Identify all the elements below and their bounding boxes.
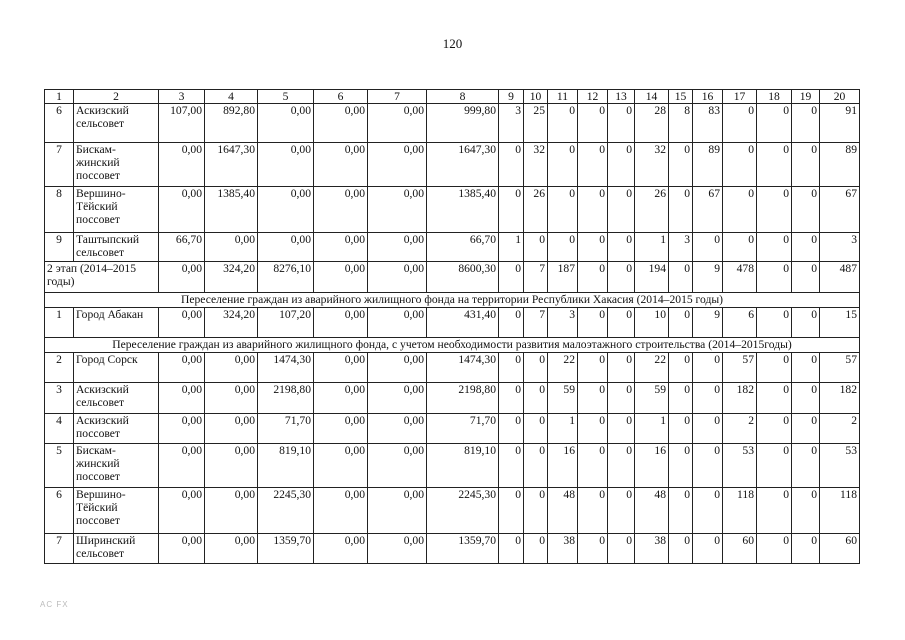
table-cell: 0,00	[314, 143, 368, 187]
row-number: 5	[45, 444, 74, 488]
table-cell: 60	[723, 534, 757, 564]
table-cell: 0,00	[205, 233, 258, 262]
table-cell: 0	[499, 534, 524, 564]
table-cell: 2198,80	[258, 383, 314, 414]
table-cell: 0,00	[368, 187, 427, 233]
table-cell: 0,00	[368, 488, 427, 534]
table-cell: 0,00	[314, 187, 368, 233]
table-cell: 48	[635, 488, 669, 534]
table-row	[45, 308, 860, 338]
table-cell: 118	[723, 488, 757, 534]
table-cell: 0	[693, 534, 723, 564]
table-cell: 89	[693, 143, 723, 187]
table-cell: 0	[608, 187, 635, 233]
table-cell: 0,00	[159, 414, 205, 444]
table-row	[45, 353, 860, 383]
table-cell: 194	[635, 262, 669, 293]
municipality-name: Бискам-жинский поссовет	[74, 143, 159, 187]
table-cell: 0	[693, 444, 723, 488]
column-header: 15	[669, 90, 693, 104]
table-cell: 53	[820, 444, 860, 488]
table-cell: 0	[499, 414, 524, 444]
table-cell: 2	[723, 414, 757, 444]
table-cell: 0	[499, 488, 524, 534]
row-number: 9	[45, 233, 74, 262]
table-cell: 1359,70	[258, 534, 314, 564]
municipality-name: Аскизский сельсовет	[74, 383, 159, 414]
table-cell: 324,20	[205, 308, 258, 338]
table-cell: 38	[635, 534, 669, 564]
table-cell: 0	[578, 414, 608, 444]
municipality-name: Город Сорск	[74, 353, 159, 383]
table-cell: 0	[723, 187, 757, 233]
row-number: 2	[45, 353, 74, 383]
table-cell: 0,00	[159, 308, 205, 338]
column-header: 20	[820, 90, 860, 104]
table-cell: 0	[499, 143, 524, 187]
table-cell: 91	[820, 104, 860, 143]
table-cell: 3	[499, 104, 524, 143]
table-cell: 0	[792, 187, 820, 233]
section-heading: Переселение граждан из аварийного жилищного фонда, с учетом необходимости развития малоэтажного строительства (2014–2015годы)	[45, 338, 860, 353]
table-cell: 59	[635, 383, 669, 414]
table-cell: 0,00	[205, 488, 258, 534]
table-cell: 324,20	[205, 262, 258, 293]
table-cell: 0,00	[314, 262, 368, 293]
table-cell: 0	[524, 353, 548, 383]
column-header: 19	[792, 90, 820, 104]
table-cell: 1	[635, 233, 669, 262]
table-cell: 0	[669, 488, 693, 534]
table-cell: 32	[524, 143, 548, 187]
table-cell: 0	[723, 104, 757, 143]
table-cell: 0	[608, 414, 635, 444]
table-cell: 0,00	[368, 414, 427, 444]
stage-total-row	[45, 262, 860, 293]
table-cell: 1474,30	[427, 353, 499, 383]
column-header: 16	[693, 90, 723, 104]
table-cell: 0	[792, 104, 820, 143]
table-cell: 0	[669, 444, 693, 488]
table-cell: 0	[669, 353, 693, 383]
table-cell: 1474,30	[258, 353, 314, 383]
table-cell: 0,00	[368, 383, 427, 414]
table-cell: 0	[608, 534, 635, 564]
table-cell: 0	[608, 262, 635, 293]
table-cell: 0	[499, 262, 524, 293]
municipality-name: Вершино-Тёйский поссовет	[74, 488, 159, 534]
table-cell: 0	[669, 414, 693, 444]
table-row	[45, 414, 860, 444]
table-cell: 0	[608, 488, 635, 534]
municipality-name: Ширинский сельсовет	[74, 534, 159, 564]
column-header: 5	[258, 90, 314, 104]
table-cell: 71,70	[258, 414, 314, 444]
table-cell: 15	[820, 308, 860, 338]
table-cell: 22	[635, 353, 669, 383]
table-cell: 0	[757, 444, 792, 488]
table-cell: 999,80	[427, 104, 499, 143]
table-cell: 0	[578, 262, 608, 293]
column-header: 13	[608, 90, 635, 104]
table-cell: 26	[524, 187, 548, 233]
table-cell: 0	[757, 187, 792, 233]
table-cell: 182	[820, 383, 860, 414]
column-header: 1	[45, 90, 74, 104]
table-cell: 0	[693, 414, 723, 444]
table-cell: 0,00	[368, 534, 427, 564]
table-cell: 0,00	[314, 534, 368, 564]
table-cell: 0	[608, 444, 635, 488]
table-cell: 0	[578, 488, 608, 534]
table-cell: 71,70	[427, 414, 499, 444]
column-header: 11	[548, 90, 578, 104]
table-cell: 0,00	[368, 444, 427, 488]
row-number: 6	[45, 488, 74, 534]
table-cell: 0	[548, 233, 578, 262]
table-cell: 0	[524, 488, 548, 534]
column-number-row	[45, 90, 860, 104]
table-cell: 0	[792, 534, 820, 564]
column-header: 3	[159, 90, 205, 104]
table-cell: 3	[820, 233, 860, 262]
footer-mark: AC FX	[40, 600, 69, 609]
table-cell: 0	[499, 444, 524, 488]
table-cell: 0,00	[314, 104, 368, 143]
table-cell: 59	[548, 383, 578, 414]
table-cell: 182	[723, 383, 757, 414]
municipality-name: Аскизский сельсовет	[74, 104, 159, 143]
table-row	[45, 187, 860, 233]
table-cell: 0	[757, 414, 792, 444]
municipality-name: Вершино-Тёйский поссовет	[74, 187, 159, 233]
table-cell: 0	[669, 308, 693, 338]
stage-label: 2 этап (2014–2015 годы)	[45, 262, 159, 293]
table-cell: 0,00	[205, 534, 258, 564]
table-cell: 0,00	[314, 233, 368, 262]
column-header: 7	[368, 90, 427, 104]
table-cell: 0	[608, 143, 635, 187]
table-cell: 0	[792, 488, 820, 534]
table-cell: 2245,30	[427, 488, 499, 534]
table-cell: 0,00	[205, 444, 258, 488]
table-cell: 9	[693, 308, 723, 338]
table-cell: 57	[820, 353, 860, 383]
table-cell: 0,00	[368, 104, 427, 143]
row-number: 1	[45, 308, 74, 338]
table-cell: 0	[723, 143, 757, 187]
table-cell: 1	[548, 414, 578, 444]
table-cell: 0,00	[159, 187, 205, 233]
table-row	[45, 104, 860, 143]
table-cell: 0	[792, 143, 820, 187]
row-number: 7	[45, 143, 74, 187]
table-cell: 0	[792, 414, 820, 444]
table-cell: 57	[723, 353, 757, 383]
table-row	[45, 233, 860, 262]
table-cell: 0,00	[368, 143, 427, 187]
table-cell: 0	[757, 104, 792, 143]
table-cell: 0,00	[314, 488, 368, 534]
table-cell: 67	[693, 187, 723, 233]
table-cell: 0	[693, 383, 723, 414]
municipality-name: Бискам-жинский поссовет	[74, 444, 159, 488]
table-cell: 9	[693, 262, 723, 293]
table-cell: 1647,30	[427, 143, 499, 187]
table-cell: 0	[757, 262, 792, 293]
table-cell: 0,00	[159, 353, 205, 383]
table-cell: 2	[820, 414, 860, 444]
table-cell: 0,00	[205, 353, 258, 383]
table-cell: 0	[578, 353, 608, 383]
table-cell: 16	[635, 444, 669, 488]
table-cell: 0,00	[368, 353, 427, 383]
table-cell: 0	[548, 143, 578, 187]
table-cell: 66,70	[159, 233, 205, 262]
column-header: 9	[499, 90, 524, 104]
row-number: 3	[45, 383, 74, 414]
table-cell: 0	[499, 383, 524, 414]
table-cell: 0	[693, 353, 723, 383]
table-cell: 0,00	[314, 308, 368, 338]
table-cell: 83	[693, 104, 723, 143]
table-cell: 819,10	[258, 444, 314, 488]
table-cell: 66,70	[427, 233, 499, 262]
table-cell: 0,00	[314, 414, 368, 444]
table-cell: 0	[499, 353, 524, 383]
page-number: 120	[442, 36, 463, 51]
column-header: 6	[314, 90, 368, 104]
table-cell: 0,00	[159, 444, 205, 488]
table-cell: 0,00	[205, 383, 258, 414]
table-cell: 1	[499, 233, 524, 262]
table-cell: 0,00	[368, 308, 427, 338]
table-cell: 819,10	[427, 444, 499, 488]
table-cell: 1359,70	[427, 534, 499, 564]
table-cell: 0	[792, 383, 820, 414]
table-cell: 0	[578, 444, 608, 488]
table-cell: 0	[608, 233, 635, 262]
table-cell: 0	[578, 233, 608, 262]
table-cell: 8276,10	[258, 262, 314, 293]
table-cell: 0	[578, 534, 608, 564]
column-header: 10	[524, 90, 548, 104]
table-cell: 16	[548, 444, 578, 488]
column-header: 17	[723, 90, 757, 104]
table-cell: 0	[792, 308, 820, 338]
table-cell: 0	[757, 143, 792, 187]
table-cell: 0	[757, 353, 792, 383]
table-cell: 1385,40	[427, 187, 499, 233]
column-header: 14	[635, 90, 669, 104]
table-row	[45, 383, 860, 414]
table-row	[45, 488, 860, 534]
table-cell: 48	[548, 488, 578, 534]
table-cell: 8	[669, 104, 693, 143]
table-cell: 0	[608, 308, 635, 338]
table-cell: 67	[820, 187, 860, 233]
table-cell: 26	[635, 187, 669, 233]
column-header: 4	[205, 90, 258, 104]
table-cell: 0,00	[159, 534, 205, 564]
section-heading-row	[45, 293, 860, 308]
table-cell: 0	[578, 383, 608, 414]
table-cell: 0	[757, 383, 792, 414]
table-cell: 28	[635, 104, 669, 143]
table-cell: 8600,30	[427, 262, 499, 293]
section-heading-row	[45, 338, 860, 353]
table-cell: 0	[578, 143, 608, 187]
table-cell: 0	[757, 233, 792, 262]
table-cell: 478	[723, 262, 757, 293]
table-cell: 0	[757, 534, 792, 564]
table-cell: 0,00	[205, 414, 258, 444]
table-cell: 38	[548, 534, 578, 564]
table-row	[45, 534, 860, 564]
table-row	[45, 444, 860, 488]
municipality-name: Аскизский поссовет	[74, 414, 159, 444]
table-cell: 0	[524, 534, 548, 564]
municipality-name: Таштыпский сельсовет	[74, 233, 159, 262]
table-cell: 0	[524, 233, 548, 262]
table-cell: 2198,80	[427, 383, 499, 414]
table-cell: 0	[608, 104, 635, 143]
column-header: 2	[74, 90, 159, 104]
table-cell: 0	[669, 262, 693, 293]
table-cell: 0	[548, 104, 578, 143]
table-cell: 2245,30	[258, 488, 314, 534]
row-number: 4	[45, 414, 74, 444]
table-cell: 0	[548, 187, 578, 233]
table-cell: 107,00	[159, 104, 205, 143]
table-row	[45, 143, 860, 187]
table-cell: 487	[820, 262, 860, 293]
table-cell: 0,00	[258, 104, 314, 143]
table-cell: 0	[792, 444, 820, 488]
table-cell: 0	[524, 383, 548, 414]
table-cell: 0	[669, 534, 693, 564]
table-cell: 7	[524, 308, 548, 338]
row-number: 6	[45, 104, 74, 143]
table-cell: 0	[757, 488, 792, 534]
municipality-name: Город Абакан	[74, 308, 159, 338]
table-cell: 187	[548, 262, 578, 293]
table-cell: 431,40	[427, 308, 499, 338]
table-cell: 0	[792, 233, 820, 262]
section-heading: Переселение граждан из аварийного жилищного фонда на территории Республики Хакасия (2014–2015 годы)	[45, 293, 860, 308]
table-cell: 0	[669, 143, 693, 187]
table-cell: 0	[608, 353, 635, 383]
table-cell: 0,00	[159, 143, 205, 187]
table-cell: 10	[635, 308, 669, 338]
table-cell: 0,00	[159, 383, 205, 414]
table-cell: 1647,30	[205, 143, 258, 187]
resettlement-table	[44, 89, 860, 564]
table-cell: 0,00	[258, 187, 314, 233]
table-cell: 0	[792, 353, 820, 383]
table-cell: 0	[693, 233, 723, 262]
table-cell: 3	[669, 233, 693, 262]
table-cell: 0	[669, 383, 693, 414]
table-cell: 0	[757, 308, 792, 338]
table-cell: 0,00	[368, 262, 427, 293]
row-number: 7	[45, 534, 74, 564]
table-cell: 0	[669, 187, 693, 233]
table-cell: 0,00	[258, 233, 314, 262]
column-header: 18	[757, 90, 792, 104]
table-cell: 0,00	[314, 444, 368, 488]
table-cell: 0,00	[258, 143, 314, 187]
column-header: 12	[578, 90, 608, 104]
table-cell: 0	[578, 308, 608, 338]
table-cell: 7	[524, 262, 548, 293]
table-cell: 0	[723, 233, 757, 262]
table-cell: 22	[548, 353, 578, 383]
table-cell: 0	[524, 444, 548, 488]
table-cell: 0	[608, 383, 635, 414]
table-cell: 89	[820, 143, 860, 187]
table-cell: 118	[820, 488, 860, 534]
table-cell: 107,20	[258, 308, 314, 338]
table-cell: 892,80	[205, 104, 258, 143]
table-cell: 25	[524, 104, 548, 143]
table-cell: 0	[578, 104, 608, 143]
table-cell: 0	[499, 308, 524, 338]
table-cell: 0,00	[159, 262, 205, 293]
table-cell: 6	[723, 308, 757, 338]
table-cell: 0	[524, 414, 548, 444]
table-cell: 32	[635, 143, 669, 187]
table-cell: 0	[693, 488, 723, 534]
table-cell: 0,00	[368, 233, 427, 262]
table-cell: 0	[578, 187, 608, 233]
table-cell: 0,00	[314, 383, 368, 414]
table-cell: 0	[499, 187, 524, 233]
table-cell: 1	[635, 414, 669, 444]
table-cell: 0	[792, 262, 820, 293]
table-cell: 53	[723, 444, 757, 488]
table-cell: 0,00	[159, 488, 205, 534]
table-cell: 0,00	[314, 353, 368, 383]
table-cell: 1385,40	[205, 187, 258, 233]
table-cell: 60	[820, 534, 860, 564]
column-header: 8	[427, 90, 499, 104]
row-number: 8	[45, 187, 74, 233]
table-cell: 3	[548, 308, 578, 338]
